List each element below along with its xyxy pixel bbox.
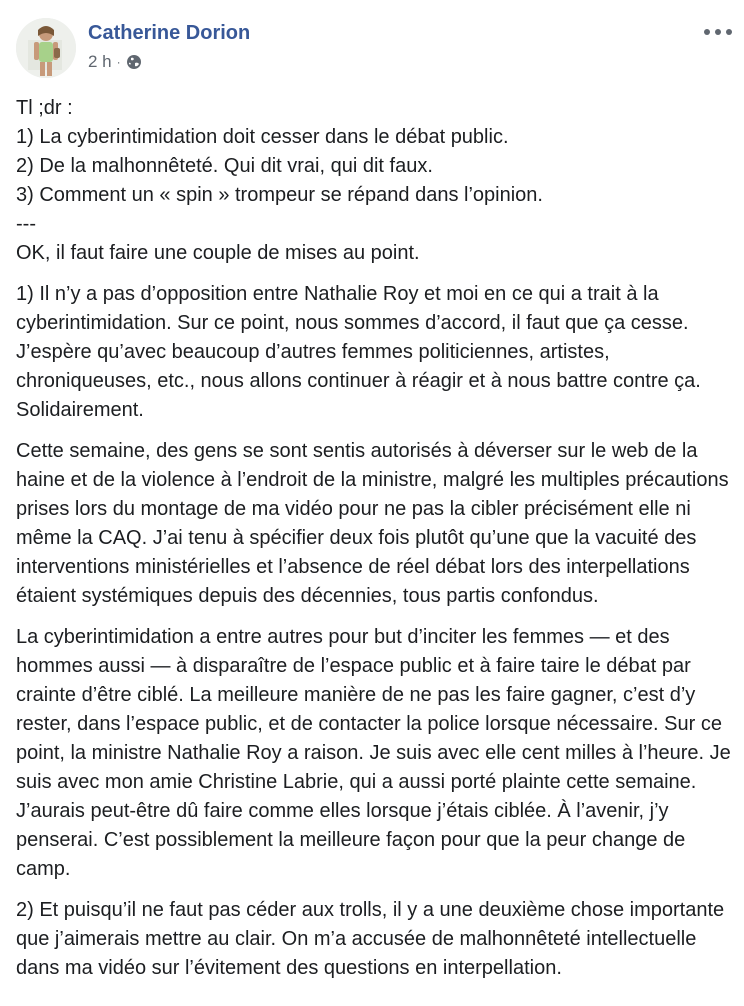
intro-line: 2) De la malhonnêteté. Qui dit vrai, qui dit faux. <box>16 155 433 177</box>
intro-line: 1) La cyberintimidation doit cesser dans le débat public. <box>16 126 509 148</box>
post-paragraph: La cyberintimidation a entre autres pour but d’inciter les femmes — et des hommes aussi — à disparaître de l’espace public et à faire taire le débat par crainte d’être ciblé. La meilleure manière de ne pas les faire gagner, c’est d’y rester, dans l’espace public, et de contacter la police lorsque nécessaire. Sur ce point, la ministre Nathalie Roy a raison. Je suis avec elle cent milles à l’heure. Je suis avec mon amie Christine Labrie, qui a aussi porté plainte cette semaine. J’aurais peut-être dû faire comme elles lorsque j’étais ciblée. À l’avenir, j’y penserai. C’est possiblement la meilleure façon pour que la peur change de camp. <box>16 626 731 880</box>
globe-icon[interactable] <box>126 54 142 70</box>
post-body <box>16 94 734 995</box>
author-name[interactable]: Catherine Dorion <box>88 22 251 44</box>
avatar[interactable] <box>16 18 76 78</box>
post-paragraph: Cette semaine, des gens se sont sentis autorisés à déverser sur le web de la haine et de la violence à l’endroit de la ministre, malgré les multiples précautions prises lors du montage de ma vidéo pour ne pas la cibler précisément elle ni même la CAQ. J’ai tenu à spécifier deux fois plutôt qu’une que la vacuité des interventions ministérielles et l’absence de réel débat lors des interpellations étaient systémiques depuis des décennies, tous partis confondus. <box>16 440 729 607</box>
post-timestamp[interactable]: 2 h <box>88 52 112 71</box>
post-paragraph: 2) Et puisqu’il ne faut pas céder aux trolls, il y a une deuxième chose importante que j’aimerais mettre au clair. On m’a accusée de malhonnêteté intellectuelle dans ma vidéo sur l’évitement des questions en interpellation. <box>16 899 725 979</box>
post-meta <box>88 52 142 72</box>
intro-line: Tl ;dr : <box>16 97 73 119</box>
intro-line: OK, il faut faire une couple de mises au point. <box>16 242 420 264</box>
post-intro <box>16 94 734 268</box>
post-paragraph: 1) Il n’y a pas d’opposition entre Nathalie Roy et moi en ce qui a trait à la cyberintimidation. Sur ce point, nous sommes d’accord, il faut que ça cesse. J’espère qu’avec beaucoup d’autres femmes politiciennes, artistes, chroniqueuses, etc., nous allons continuer à réagir et à nous battre contre ça. Solidairement. <box>16 283 701 421</box>
more-options-icon[interactable] <box>704 22 732 42</box>
intro-line: --- <box>16 213 36 235</box>
intro-line: 3) Comment un « spin » trompeur se répand dans l’opinion. <box>16 184 543 206</box>
avatar-image <box>16 18 76 78</box>
meta-separator: · <box>116 55 121 69</box>
